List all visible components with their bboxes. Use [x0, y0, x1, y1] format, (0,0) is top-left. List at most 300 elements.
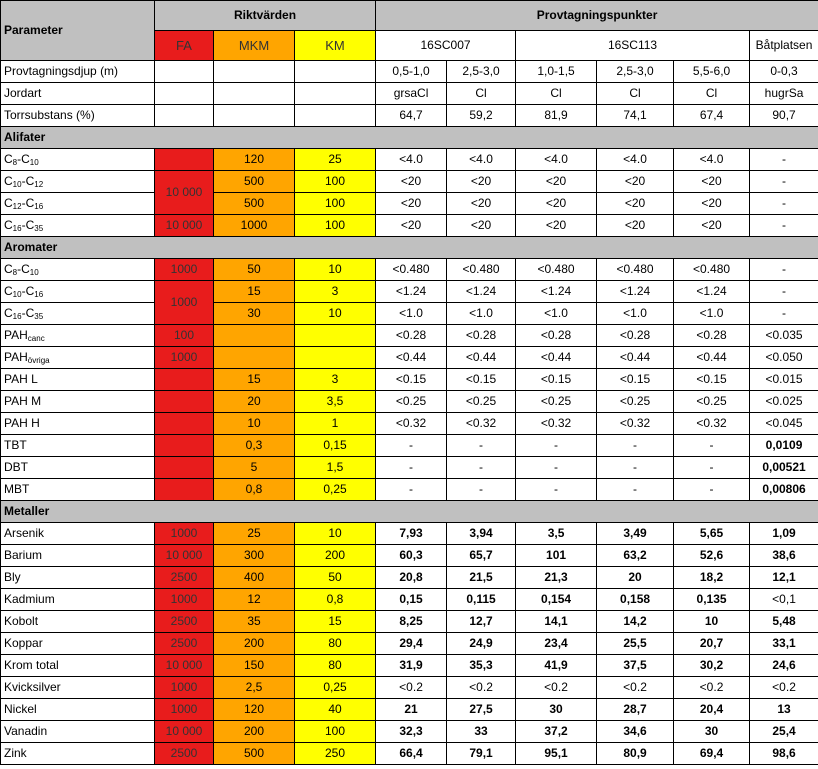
- riktvarden-header: Riktvärden: [155, 1, 376, 31]
- value-cell: <0.44: [597, 347, 674, 369]
- value-cell: Cl: [516, 83, 597, 105]
- value-cell: <20: [674, 215, 750, 237]
- mkm-value: 200: [214, 721, 295, 743]
- table-row: [1, 523, 818, 545]
- section-row: [1, 127, 818, 149]
- value-cell: 59,2: [447, 105, 516, 127]
- value-cell: -: [674, 435, 750, 457]
- mkm-value: 0,3: [214, 435, 295, 457]
- table-row: [1, 435, 818, 457]
- mkm-value: [214, 61, 295, 83]
- mkm-value: 12: [214, 589, 295, 611]
- parameter-label: [1, 325, 155, 347]
- km-value: 3: [295, 369, 376, 391]
- value-cell: -: [447, 479, 516, 501]
- fa-value: 1000: [155, 699, 214, 721]
- value-cell: <20: [674, 193, 750, 215]
- value-cell: -: [447, 457, 516, 479]
- value-cell: 3,49: [597, 523, 674, 545]
- value-cell: <20: [516, 171, 597, 193]
- value-cell: 35,3: [447, 655, 516, 677]
- section-title: Aromater: [1, 237, 818, 259]
- label-subscript: 10: [12, 180, 22, 189]
- value-cell: 30: [516, 699, 597, 721]
- fa-value: 1000: [155, 259, 214, 281]
- section-title: Metaller: [1, 501, 818, 523]
- mkm-header: MKM: [214, 31, 295, 61]
- mkm-value: 5: [214, 457, 295, 479]
- value-cell: 20,7: [674, 633, 750, 655]
- label-text: C: [4, 284, 13, 298]
- table-row: [1, 369, 818, 391]
- value-cell: 24,9: [447, 633, 516, 655]
- value-cell: <0.32: [674, 413, 750, 435]
- fa-value: [155, 61, 214, 83]
- value-cell: 7,93: [376, 523, 447, 545]
- value-cell: <0.2: [750, 677, 818, 699]
- value-cell: <0.15: [597, 369, 674, 391]
- value-cell: <0.28: [597, 325, 674, 347]
- value-cell: -: [376, 435, 447, 457]
- value-cell: 80,9: [597, 743, 674, 765]
- value-cell: <4.0: [516, 149, 597, 171]
- value-cell: -: [750, 281, 818, 303]
- value-cell: <0.480: [597, 259, 674, 281]
- site-16sc113-header: 16SC113: [516, 31, 750, 61]
- parameter-label: Bly: [1, 567, 155, 589]
- value-cell: 21,5: [447, 567, 516, 589]
- label-text: -C: [21, 284, 35, 298]
- label-subscript: canc: [27, 334, 45, 343]
- label-text: -C: [21, 196, 35, 210]
- value-cell: 0,15: [376, 589, 447, 611]
- mkm-value: 30: [214, 303, 295, 325]
- value-cell: grsaCl: [376, 83, 447, 105]
- label-subscript: 16: [34, 290, 44, 299]
- mkm-value: 500: [214, 193, 295, 215]
- km-value: 100: [295, 171, 376, 193]
- site-16sc007-header: 16SC007: [376, 31, 516, 61]
- value-cell: 13: [750, 699, 818, 721]
- table-row: [1, 721, 818, 743]
- label-subscript: 10: [29, 268, 39, 277]
- label-text: PAH: [4, 328, 28, 342]
- value-cell: hugrSa: [750, 83, 818, 105]
- value-cell: -: [750, 149, 818, 171]
- value-cell: 41,9: [516, 655, 597, 677]
- mkm-value: 120: [214, 149, 295, 171]
- parameter-label: Provtagningsdjup (m): [1, 61, 155, 83]
- value-cell: -: [516, 435, 597, 457]
- value-cell: <1.24: [376, 281, 447, 303]
- km-value: [295, 61, 376, 83]
- km-header: KM: [295, 31, 376, 61]
- table-row: [1, 149, 818, 171]
- value-cell: <0.15: [674, 369, 750, 391]
- parameter-label: Torrsubstans (%): [1, 105, 155, 127]
- value-cell: <0.32: [447, 413, 516, 435]
- value-cell: Cl: [674, 83, 750, 105]
- label-subscript: 12: [12, 202, 22, 211]
- value-cell: 65,7: [447, 545, 516, 567]
- fa-value: 1000: [155, 347, 214, 369]
- value-cell: 25,5: [597, 633, 674, 655]
- value-cell: 0,00806: [750, 479, 818, 501]
- value-cell: <0.045: [750, 413, 818, 435]
- value-cell: 29,4: [376, 633, 447, 655]
- table-row: [1, 61, 818, 83]
- km-value: 40: [295, 699, 376, 721]
- table-row: [1, 303, 818, 325]
- fa-header: FA: [155, 31, 214, 61]
- mkm-value: 50: [214, 259, 295, 281]
- parameter-label: Kobolt: [1, 611, 155, 633]
- mkm-value: 500: [214, 743, 295, 765]
- km-value: [295, 325, 376, 347]
- table-row: [1, 105, 818, 127]
- label-text: C: [4, 174, 13, 188]
- label-text: -C: [17, 262, 30, 276]
- value-cell: -: [376, 457, 447, 479]
- mkm-value: [214, 325, 295, 347]
- value-cell: 98,6: [750, 743, 818, 765]
- km-value: 25: [295, 149, 376, 171]
- fa-value: 10 000: [155, 171, 214, 215]
- parameter-label: [1, 149, 155, 171]
- fa-value: [155, 369, 214, 391]
- parameter-label: Barium: [1, 545, 155, 567]
- value-cell: <0.480: [674, 259, 750, 281]
- parameter-label: Krom total: [1, 655, 155, 677]
- site-batplatsen-header: Båtplatsen: [750, 31, 818, 61]
- value-cell: <1.0: [447, 303, 516, 325]
- mkm-value: 500: [214, 171, 295, 193]
- value-cell: <0.25: [516, 391, 597, 413]
- value-cell: <0.28: [516, 325, 597, 347]
- parameter-label: [1, 347, 155, 369]
- value-cell: 33: [447, 721, 516, 743]
- label-text: C: [4, 262, 13, 276]
- km-value: 1,5: [295, 457, 376, 479]
- fa-value: 10 000: [155, 215, 214, 237]
- fa-value: 2500: [155, 743, 214, 765]
- value-cell: 18,2: [674, 567, 750, 589]
- label-subscript: 35: [34, 312, 44, 321]
- value-cell: <0.035: [750, 325, 818, 347]
- fa-value: 2500: [155, 567, 214, 589]
- value-cell: 74,1: [597, 105, 674, 127]
- parameter-label: [1, 215, 155, 237]
- value-cell: <0.2: [376, 677, 447, 699]
- parameter-label: PAH H: [1, 413, 155, 435]
- value-cell: 0,0109: [750, 435, 818, 457]
- label-text: C: [4, 196, 13, 210]
- mkm-value: 10: [214, 413, 295, 435]
- value-cell: -: [597, 479, 674, 501]
- value-cell: <1.0: [376, 303, 447, 325]
- table-row: [1, 633, 818, 655]
- mkm-value: 1000: [214, 215, 295, 237]
- value-cell: <20: [376, 215, 447, 237]
- mkm-value: 20: [214, 391, 295, 413]
- value-cell: Cl: [597, 83, 674, 105]
- label-subscript: 10: [12, 290, 22, 299]
- fa-value: [155, 391, 214, 413]
- label-subscript: 16: [34, 202, 44, 211]
- km-value: 200: [295, 545, 376, 567]
- value-cell: <20: [597, 171, 674, 193]
- value-cell: <20: [516, 193, 597, 215]
- km-value: 250: [295, 743, 376, 765]
- value-cell: 0,158: [597, 589, 674, 611]
- value-cell: 30,2: [674, 655, 750, 677]
- mkm-value: 120: [214, 699, 295, 721]
- value-cell: 20,8: [376, 567, 447, 589]
- value-cell: 32,3: [376, 721, 447, 743]
- value-cell: 37,2: [516, 721, 597, 743]
- value-cell: 2,5-3,0: [597, 61, 674, 83]
- value-cell: 31,9: [376, 655, 447, 677]
- km-value: [295, 347, 376, 369]
- fa-value: [155, 105, 214, 127]
- value-cell: -: [447, 435, 516, 457]
- value-cell: <20: [447, 215, 516, 237]
- table-row: [1, 281, 818, 303]
- value-cell: <20: [376, 171, 447, 193]
- parameter-label: [1, 303, 155, 325]
- value-cell: <0.25: [674, 391, 750, 413]
- value-cell: 90,7: [750, 105, 818, 127]
- value-cell: 66,4: [376, 743, 447, 765]
- value-cell: <4.0: [447, 149, 516, 171]
- value-cell: 5,65: [674, 523, 750, 545]
- value-cell: -: [750, 259, 818, 281]
- value-cell: <1.24: [597, 281, 674, 303]
- parameter-header: Parameter: [1, 1, 155, 61]
- km-value: 10: [295, 303, 376, 325]
- value-cell: <0.28: [447, 325, 516, 347]
- mkm-value: 0,8: [214, 479, 295, 501]
- fa-value: [155, 479, 214, 501]
- value-cell: 64,7: [376, 105, 447, 127]
- parameter-label: [1, 281, 155, 303]
- value-cell: 14,2: [597, 611, 674, 633]
- km-value: 10: [295, 523, 376, 545]
- value-cell: 23,4: [516, 633, 597, 655]
- value-cell: 27,5: [447, 699, 516, 721]
- fa-value: 10 000: [155, 545, 214, 567]
- parameter-label: Nickel: [1, 699, 155, 721]
- fa-value: [155, 413, 214, 435]
- value-cell: <0.25: [376, 391, 447, 413]
- value-cell: <0.480: [376, 259, 447, 281]
- value-cell: <0.15: [516, 369, 597, 391]
- fa-value: [155, 83, 214, 105]
- mkm-value: 15: [214, 369, 295, 391]
- parameter-label: Kvicksilver: [1, 677, 155, 699]
- value-cell: 1,09: [750, 523, 818, 545]
- parameter-label: TBT: [1, 435, 155, 457]
- parameter-label: MBT: [1, 479, 155, 501]
- parameter-label: Jordart: [1, 83, 155, 105]
- fa-value: [155, 149, 214, 171]
- value-cell: Cl: [447, 83, 516, 105]
- value-cell: -: [516, 479, 597, 501]
- value-cell: <20: [376, 193, 447, 215]
- value-cell: <0.2: [674, 677, 750, 699]
- label-text: C: [4, 152, 13, 166]
- fa-value: 2500: [155, 611, 214, 633]
- label-subscript: övriga: [27, 356, 50, 365]
- km-value: [295, 83, 376, 105]
- value-cell: <1.0: [597, 303, 674, 325]
- parameter-label: Kadmium: [1, 589, 155, 611]
- value-cell: 3,5: [516, 523, 597, 545]
- mkm-value: [214, 105, 295, 127]
- table-row: [1, 193, 818, 215]
- value-cell: 0,135: [674, 589, 750, 611]
- parameter-label: Vanadin: [1, 721, 155, 743]
- value-cell: 30: [674, 721, 750, 743]
- value-cell: -: [674, 457, 750, 479]
- value-cell: <0.32: [376, 413, 447, 435]
- value-cell: 79,1: [447, 743, 516, 765]
- km-value: 10: [295, 259, 376, 281]
- fa-value: 1000: [155, 281, 214, 325]
- parameter-label: Koppar: [1, 633, 155, 655]
- mkm-value: 2,5: [214, 677, 295, 699]
- value-cell: 95,1: [516, 743, 597, 765]
- km-value: 100: [295, 721, 376, 743]
- km-value: 0,25: [295, 479, 376, 501]
- parameter-label: DBT: [1, 457, 155, 479]
- value-cell: <0.44: [674, 347, 750, 369]
- parameter-label: [1, 193, 155, 215]
- km-value: [295, 105, 376, 127]
- label-subscript: 16: [12, 224, 22, 233]
- value-cell: <1.24: [674, 281, 750, 303]
- value-cell: <0.480: [447, 259, 516, 281]
- value-cell: 14,1: [516, 611, 597, 633]
- mkm-value: 400: [214, 567, 295, 589]
- label-text: C: [4, 218, 13, 232]
- value-cell: <0,1: [750, 589, 818, 611]
- value-cell: <0.32: [516, 413, 597, 435]
- value-cell: <1.0: [516, 303, 597, 325]
- fa-value: 1000: [155, 523, 214, 545]
- table-row: [1, 347, 818, 369]
- table-row: [1, 611, 818, 633]
- table-row: [1, 677, 818, 699]
- value-cell: <0.28: [674, 325, 750, 347]
- value-cell: 34,6: [597, 721, 674, 743]
- table-row: [1, 545, 818, 567]
- value-cell: 12,1: [750, 567, 818, 589]
- label-text: -C: [21, 174, 35, 188]
- mkm-value: 300: [214, 545, 295, 567]
- value-cell: 12,7: [447, 611, 516, 633]
- value-cell: <0.2: [447, 677, 516, 699]
- table-row: [1, 589, 818, 611]
- value-cell: 20: [597, 567, 674, 589]
- mkm-value: [214, 347, 295, 369]
- value-cell: <20: [447, 193, 516, 215]
- label-subscript: 16: [12, 312, 22, 321]
- km-value: 3,5: [295, 391, 376, 413]
- fa-value: 100: [155, 325, 214, 347]
- km-value: 15: [295, 611, 376, 633]
- label-subscript: 8: [12, 158, 18, 167]
- km-value: 3: [295, 281, 376, 303]
- value-cell: 1,0-1,5: [516, 61, 597, 83]
- value-cell: 25,4: [750, 721, 818, 743]
- km-value: 0,25: [295, 677, 376, 699]
- value-cell: <20: [674, 171, 750, 193]
- value-cell: 28,7: [597, 699, 674, 721]
- value-cell: <0.25: [597, 391, 674, 413]
- value-cell: <20: [516, 215, 597, 237]
- table-row: [1, 479, 818, 501]
- value-cell: <1.24: [516, 281, 597, 303]
- fa-value: 10 000: [155, 655, 214, 677]
- value-cell: <0.15: [376, 369, 447, 391]
- label-subscript: 12: [34, 180, 44, 189]
- table-row: [1, 743, 818, 765]
- value-cell: -: [597, 457, 674, 479]
- value-cell: <0.050: [750, 347, 818, 369]
- value-cell: 67,4: [674, 105, 750, 127]
- value-cell: -: [597, 435, 674, 457]
- label-subscript: 10: [29, 158, 39, 167]
- value-cell: <0.480: [516, 259, 597, 281]
- value-cell: 20,4: [674, 699, 750, 721]
- value-cell: -: [376, 479, 447, 501]
- value-cell: <0.44: [447, 347, 516, 369]
- parameter-label: Arsenik: [1, 523, 155, 545]
- mkm-value: 35: [214, 611, 295, 633]
- label-text: -C: [17, 152, 30, 166]
- km-value: 0,15: [295, 435, 376, 457]
- table-row: [1, 655, 818, 677]
- value-cell: -: [674, 479, 750, 501]
- table-row: [1, 215, 818, 237]
- fa-value: 10 000: [155, 721, 214, 743]
- value-cell: 69,4: [674, 743, 750, 765]
- value-cell: -: [516, 457, 597, 479]
- value-cell: 21,3: [516, 567, 597, 589]
- km-value: 80: [295, 633, 376, 655]
- value-cell: -: [750, 303, 818, 325]
- parameter-label: [1, 171, 155, 193]
- value-cell: <0.44: [516, 347, 597, 369]
- mkm-value: 15: [214, 281, 295, 303]
- value-cell: <20: [447, 171, 516, 193]
- km-value: 1: [295, 413, 376, 435]
- value-cell: <20: [597, 215, 674, 237]
- value-cell: <4.0: [597, 149, 674, 171]
- value-cell: 101: [516, 545, 597, 567]
- value-cell: <4.0: [376, 149, 447, 171]
- value-cell: 33,1: [750, 633, 818, 655]
- label-text: -C: [21, 218, 35, 232]
- table-row: [1, 699, 818, 721]
- section-row: [1, 237, 818, 259]
- mkm-value: 200: [214, 633, 295, 655]
- value-cell: <0.2: [516, 677, 597, 699]
- table-row: [1, 391, 818, 413]
- label-text: C: [4, 306, 13, 320]
- value-cell: -: [750, 193, 818, 215]
